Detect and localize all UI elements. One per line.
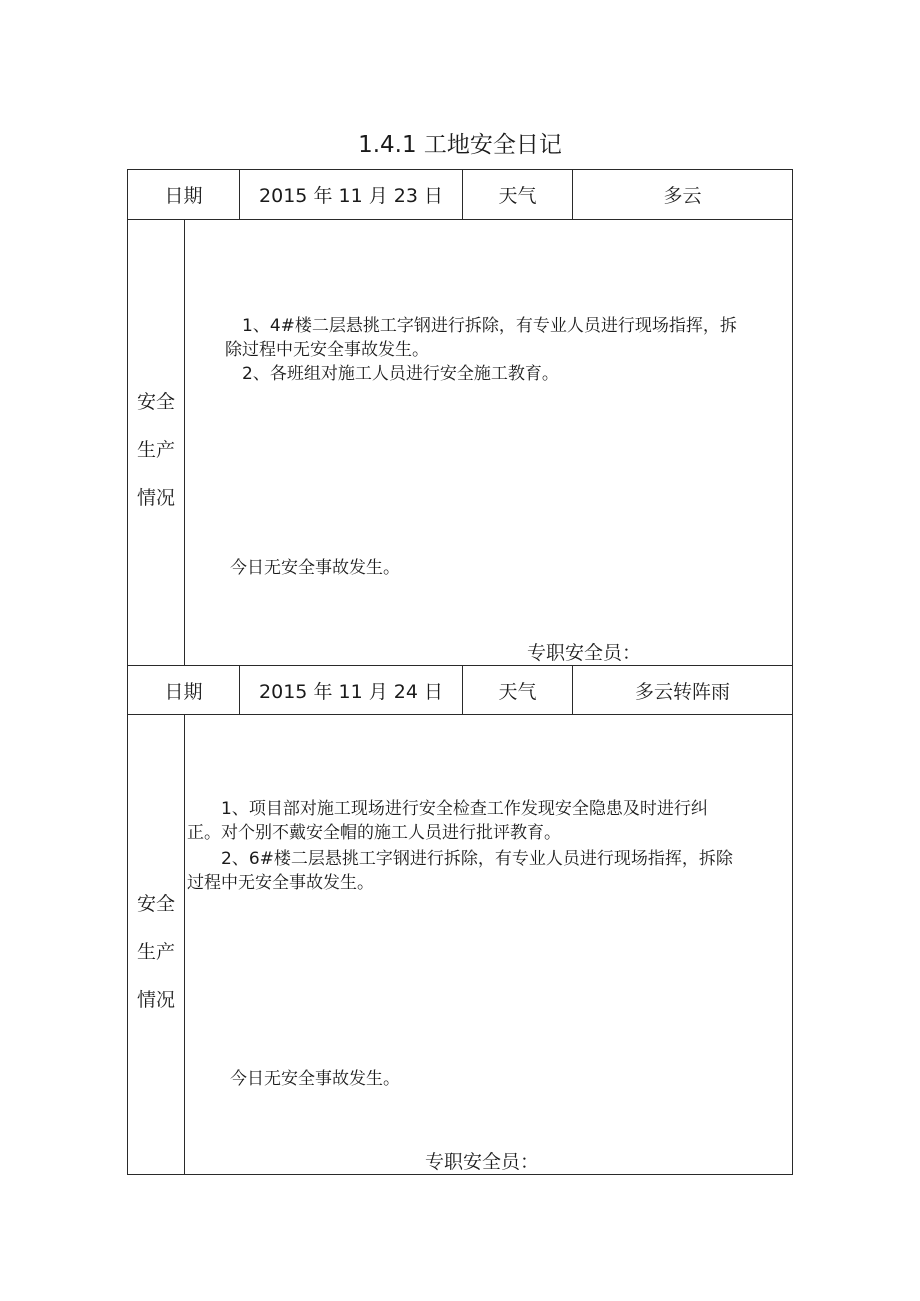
safety-item bbox=[225, 314, 737, 362]
table-border-bottom bbox=[127, 1174, 793, 1175]
safety-item-line: 正。对个别不戴安全帽的施工人员进行批评教育。 bbox=[187, 823, 561, 843]
safety-item-line: 2、6#楼二层悬挑工字钢进行拆除，有专业人员进行现场指挥，拆除 bbox=[187, 849, 733, 869]
safety-item-line: 过程中无安全事故发生。 bbox=[187, 873, 374, 893]
date-label: 日期 bbox=[164, 185, 203, 207]
weather-label: 天气 bbox=[498, 185, 537, 207]
safety-item bbox=[187, 797, 708, 845]
weather-value: 多云 bbox=[663, 185, 702, 207]
row-divider bbox=[127, 219, 793, 220]
section-label-line: 生产 bbox=[136, 941, 175, 963]
date-label: 日期 bbox=[164, 680, 203, 703]
safety-item-line: 2、各班组对施工人员进行安全施工教育。 bbox=[225, 364, 559, 384]
weather-value: 多云转阵雨 bbox=[634, 680, 730, 703]
section-label-line: 情况 bbox=[136, 487, 175, 509]
label-column-divider bbox=[184, 219, 185, 665]
row-divider bbox=[127, 714, 793, 715]
safety-officer-signature: 专职安全员： bbox=[425, 1151, 540, 1173]
section-label-line: 安全 bbox=[136, 893, 175, 915]
daily-summary: 今日无安全事故发生。 bbox=[230, 1069, 400, 1089]
safety-item-line: 除过程中无安全事故发生。 bbox=[225, 340, 429, 360]
safety-item bbox=[225, 362, 559, 386]
section-label-line: 生产 bbox=[136, 439, 175, 461]
document-title: 1.4.1 工地安全日记 bbox=[358, 132, 562, 158]
table-border-right bbox=[792, 169, 793, 1175]
section-label-line: 安全 bbox=[136, 391, 175, 413]
safety-item bbox=[187, 847, 733, 895]
safety-officer-signature: 专职安全员： bbox=[527, 642, 642, 664]
date-value: 2015 年 11 月 23 日 bbox=[259, 185, 443, 207]
date-value: 2015 年 11 月 24 日 bbox=[259, 680, 443, 703]
weather-label: 天气 bbox=[498, 680, 537, 703]
safety-item-line: 1、4#楼二层悬挑工字钢进行拆除，有专业人员进行现场指挥，拆 bbox=[225, 316, 737, 336]
section-label bbox=[128, 880, 184, 1024]
safety-diary-table bbox=[127, 169, 793, 1175]
section-label-line: 情况 bbox=[136, 989, 175, 1011]
daily-summary: 今日无安全事故发生。 bbox=[230, 558, 400, 578]
label-column-divider bbox=[184, 714, 185, 1174]
safety-item-line: 1、项目部对施工现场进行安全检查工作发现安全隐患及时进行纠 bbox=[187, 799, 708, 819]
section-label bbox=[128, 378, 184, 522]
